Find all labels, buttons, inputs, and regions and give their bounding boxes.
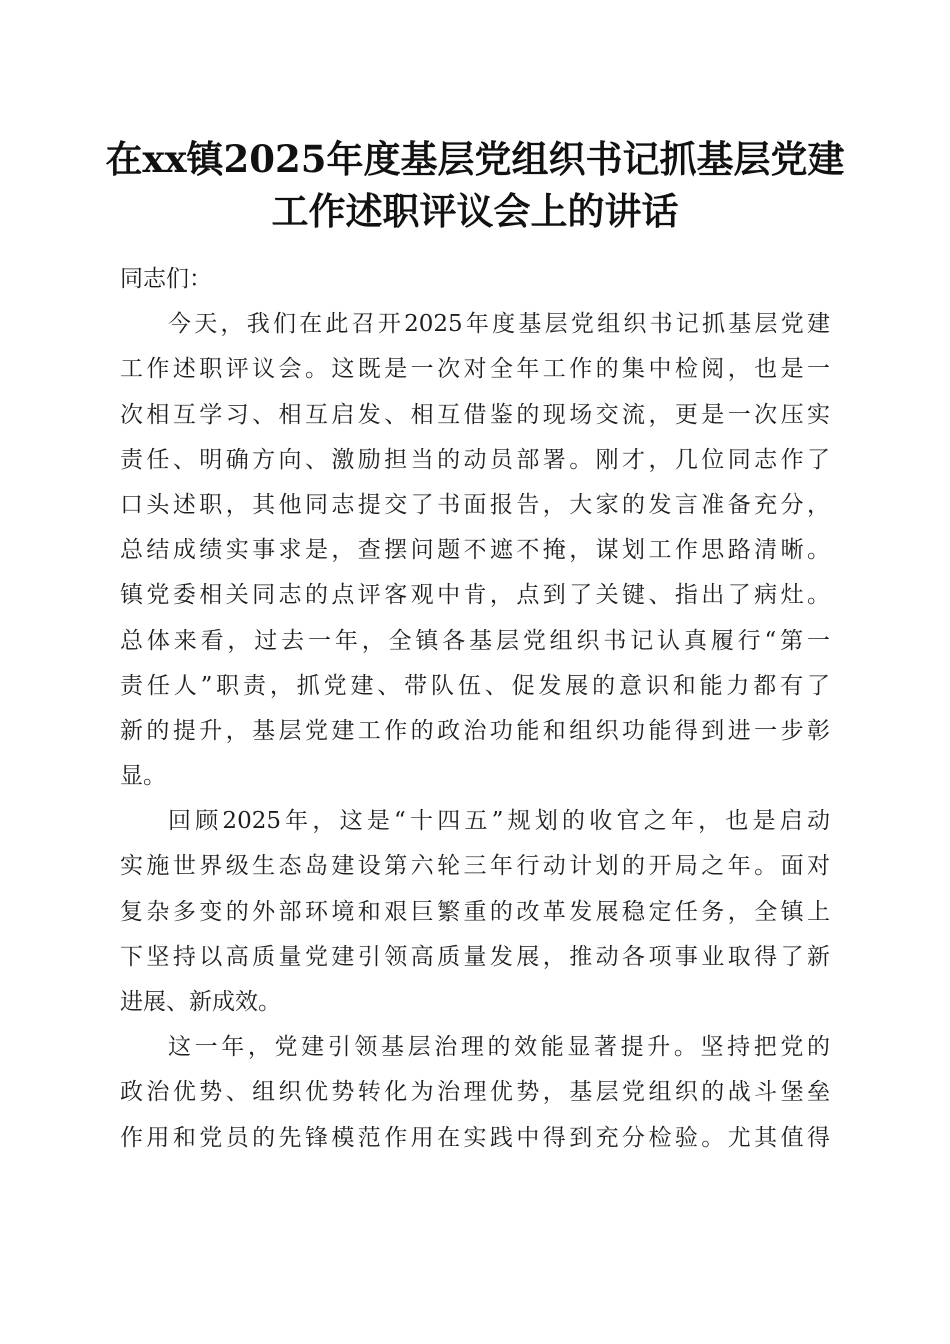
paragraph-line: 这一年，党建引领基层治理的效能显著提升。坚持把党的	[168, 1034, 830, 1061]
paragraph-line: 今天，我们在此召开2025年度基层党组织书记抓基层党建	[168, 311, 830, 338]
paragraph-line: 复杂多变的外部环境和艰巨繁重的改革发展稳定任务，全镇上	[120, 898, 830, 925]
paragraph-line: 新的提升，基层党建工作的政治功能和组织功能得到进一步彰	[120, 717, 830, 744]
paragraph-line: 口头述职，其他同志提交了书面报告，大家的发言准备充分，	[120, 491, 830, 518]
title-line-1: 在xx镇2025年度基层党组织书记抓基层党建	[105, 137, 845, 181]
paragraph-line: 责任人”职责，抓党建、带队伍、促发展的意识和能力都有了	[120, 672, 830, 699]
paragraph-line: 下坚持以高质量党建引领高质量发展，推动各项事业取得了新	[120, 943, 830, 970]
paragraph-line: 工作述职评议会。这既是一次对全年工作的集中检阅，也是一	[120, 356, 830, 383]
title-line-2: 工作述职评议会上的讲话	[271, 189, 679, 233]
paragraph-line: 镇党委相关同志的点评客观中肯，点到了关键、指出了病灶。	[120, 582, 830, 609]
paragraph-3	[120, 1025, 830, 1161]
paragraph-line: 回顾2025年，这是“十四五”规划的收官之年，也是启动	[168, 808, 830, 835]
paragraph-line: 责任、明确方向、激励担当的动员部署。刚才，几位同志作了	[120, 446, 830, 473]
paragraph-1	[120, 302, 830, 799]
document-body	[120, 257, 830, 1161]
paragraph-line: 显。	[120, 763, 166, 790]
salutation: 同志们：	[120, 266, 212, 292]
paragraph-line: 政治优势、组织优势转化为治理优势，基层党组织的战斗堡垒	[120, 1079, 830, 1106]
paragraph-line: 总结成绩实事求是，查摆问题不遮不掩，谋划工作思路清晰。	[120, 537, 830, 564]
paragraph-2	[120, 799, 830, 1025]
paragraph-line: 总体来看，过去一年，全镇各基层党组织书记认真履行“第一	[120, 627, 830, 654]
paragraph-line: 实施世界级生态岛建设第六轮三年行动计划的开局之年。面对	[120, 853, 830, 880]
document-title	[100, 133, 850, 237]
paragraph-line: 进展、新成效。	[120, 989, 281, 1015]
paragraph-line: 次相互学习、相互启发、相互借鉴的现场交流，更是一次压实	[120, 401, 830, 428]
paragraph-line: 作用和党员的先锋模范作用在实践中得到充分检验。尤其值得	[120, 1124, 830, 1151]
